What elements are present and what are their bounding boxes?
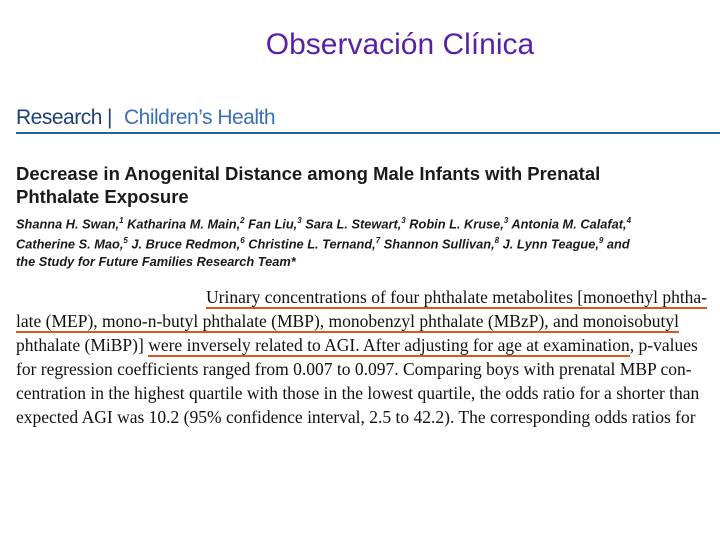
author-name: J. Lynn Teague, [499,236,599,252]
abstract-line-3 [16,333,716,357]
author-name: the Study for Future Families Research Team* [16,253,296,269]
author-affiliation: 1 [119,216,124,225]
paper-title-line-2: Phthalate Exposure [16,186,189,207]
abstract-text-segment: , p-values [629,335,698,355]
author-affiliation: 5 [123,236,128,246]
abstract-line-4: for regression coefficients ranged from 0.007 to 0.097. Comparing boys with prenatal MBP con- [16,359,692,379]
abstract-text-segment: phthalate (MiBP)] [16,335,149,355]
journal-section-label: Research [16,106,102,129]
highlighted-text: late (MEP), mono-n-butyl phthalate (MBP), monobenzyl phthalate (MBzP), and monoisobutyl [16,311,679,331]
author-name: Antonia M. Calafat, [508,216,627,232]
paper-title [16,162,716,208]
highlighted-text: Urinary concentrations of four phthalate metabolites [monoethyl phtha- [206,287,708,307]
author-affiliation: 4 [626,216,632,225]
abstract-line-6: expected AGI was 10.2 (95% confidence interval, 2.5 to 42.2). The corresponding odds ratios for [16,407,696,427]
author-affiliation: 8 [494,236,500,246]
author-name: Christine L. Ternand, [244,236,376,252]
author-name: Shanna H. Swan, [16,216,120,232]
journal-header [16,106,720,134]
abstract-excerpt [16,285,716,429]
highlighted-text: were inversely related to AGI. After adjusting for age at examination [148,335,630,355]
author-name: and [603,236,630,252]
abstract-line-1 [16,285,716,309]
author-affiliation: 3 [503,216,509,225]
author-affiliation: 3 [401,216,406,225]
author-name: J. Bruce Redmon, [127,236,241,252]
author-affiliation: 9 [598,236,604,246]
author-name: Fan Liu, [244,216,298,232]
author-name: Shannon Sullivan, [380,236,495,252]
author-affiliation: 2 [240,216,245,225]
author-name: Catherine S. Mao, [16,236,124,252]
author-affiliation: 6 [240,236,245,246]
journal-topic-label: Children’s Health [124,106,276,129]
paper-title-line-1: Decrease in Anogenital Distance among Male Infants with Prenatal [16,163,601,184]
author-name: Sara L. Stewart, [301,216,402,232]
author-affiliation: 7 [375,236,381,246]
abstract-line-5: centration in the highest quartile with those in the lowest quartile, the odds ratio for a shorter than [16,383,700,403]
author-affiliation: 3 [297,216,302,225]
abstract-line-2 [16,309,716,333]
paper-authors [16,212,716,270]
slide-title: Observación Clínica [265,28,535,61]
journal-divider: | [107,106,113,129]
author-name: Robin L. Kruse, [405,216,504,232]
author-name: Katharina M. Main, [123,216,241,232]
